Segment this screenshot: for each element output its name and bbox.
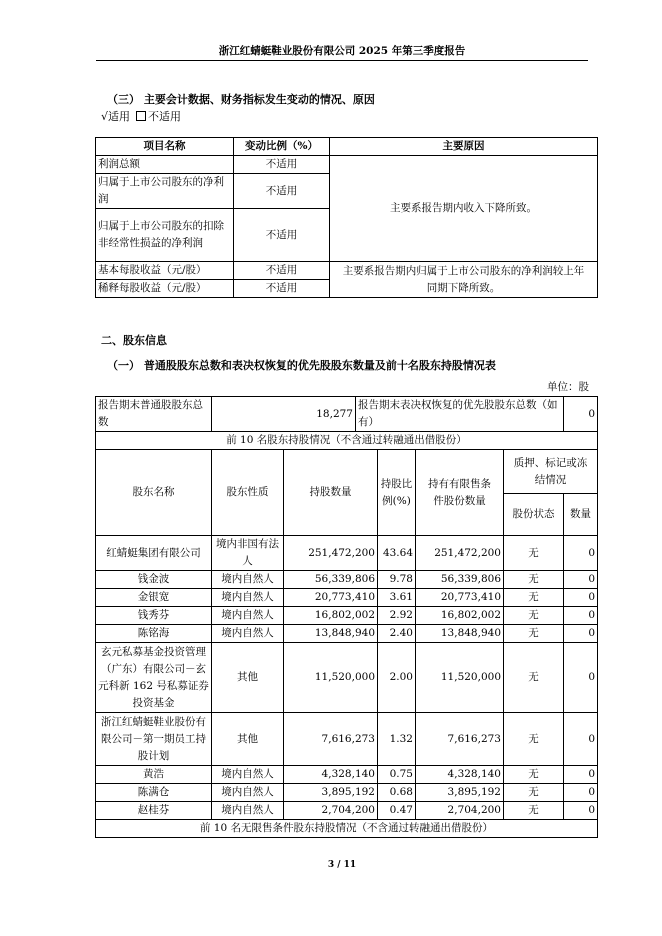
holder-nature: 境内自然人 xyxy=(212,802,284,820)
holder-status: 无 xyxy=(504,607,564,625)
col-item-name: 项目名称 xyxy=(96,138,234,156)
holder-restricted: 16,802,002 xyxy=(416,607,504,625)
item-cell: 稀释每股收益（元/股） xyxy=(96,280,234,298)
ratio-cell: 不适用 xyxy=(234,209,330,262)
table-row xyxy=(96,802,598,820)
holder-shares: 7,616,273 xyxy=(284,713,378,766)
col-pledge-group: 质押、标记或冻结情况 xyxy=(504,450,598,494)
applicability-line xyxy=(101,109,181,125)
holder-restricted: 56,339,806 xyxy=(416,571,504,589)
holder-ratio: 0.47 xyxy=(378,802,416,820)
page-number: 3 / 11 xyxy=(327,860,357,870)
holder-shares: 16,802,002 xyxy=(284,607,378,625)
col-shares: 持股数量 xyxy=(284,450,378,536)
table-row xyxy=(96,589,598,607)
subsection-title-top10: （一） 普通股股东总数和表决权恢复的优先股股东数量及前十名股东持股情况表 xyxy=(107,359,496,372)
holder-shares: 3,895,192 xyxy=(284,784,378,802)
holder-status: 无 xyxy=(504,643,564,713)
holder-nature: 境内自然人 xyxy=(212,766,284,784)
col-holder-nature: 股东性质 xyxy=(212,450,284,536)
table-row xyxy=(96,536,598,571)
unrestricted-caption: 前 10 名无限售条件股东持股情况（不含通过转融通出借股份） xyxy=(96,820,598,838)
holder-name: 钱金波 xyxy=(96,571,212,589)
holder-status: 无 xyxy=(504,536,564,571)
holder-qty: 0 xyxy=(564,802,598,820)
reason-cell: 主要系报告期内收入下降所致。 xyxy=(330,156,598,262)
not-applicable-label: 不适用 xyxy=(148,110,182,123)
holder-restricted: 251,472,200 xyxy=(416,536,504,571)
holder-name: 陈铭海 xyxy=(96,625,212,643)
table-row xyxy=(96,625,598,643)
table-row xyxy=(96,607,598,625)
holder-ratio: 0.75 xyxy=(378,766,416,784)
holder-shares: 20,773,410 xyxy=(284,589,378,607)
holder-qty: 0 xyxy=(564,589,598,607)
col-change-ratio: 变动比例（%） xyxy=(234,138,330,156)
holder-restricted: 4,328,140 xyxy=(416,766,504,784)
holder-qty: 0 xyxy=(564,784,598,802)
holder-shares: 2,704,200 xyxy=(284,802,378,820)
item-cell: 归属于上市公司股东的净利润 xyxy=(96,174,234,209)
holder-status: 无 xyxy=(504,571,564,589)
holder-status: 无 xyxy=(504,784,564,802)
holder-shares: 251,472,200 xyxy=(284,536,378,571)
holder-nature: 境内自然人 xyxy=(212,589,284,607)
holder-status: 无 xyxy=(504,625,564,643)
holder-nature: 境内自然人 xyxy=(212,784,284,802)
checkbox-icon xyxy=(136,111,146,121)
changes-table xyxy=(95,137,598,298)
holder-ratio: 3.61 xyxy=(378,589,416,607)
holder-ratio: 43.64 xyxy=(378,536,416,571)
holder-nature: 其他 xyxy=(212,643,284,713)
holder-name: 浙江红蜻蜓鞋业股份有限公司－第一期员工持股计划 xyxy=(96,713,212,766)
holder-shares: 13,848,940 xyxy=(284,625,378,643)
total-holders-value: 18,277 xyxy=(212,397,356,432)
check-mark-icon: √ xyxy=(101,110,109,123)
section-title-shareholders: 二、股东信息 xyxy=(101,334,167,347)
reason-cell: 主要系报告期内归属于上市公司股东的净利润较上年同期下降所致。 xyxy=(330,262,598,298)
holder-name: 赵桂芬 xyxy=(96,802,212,820)
ratio-cell: 不适用 xyxy=(234,262,330,280)
holder-qty: 0 xyxy=(564,713,598,766)
item-cell: 基本每股收益（元/股） xyxy=(96,262,234,280)
holder-ratio: 2.00 xyxy=(378,643,416,713)
holder-name: 黄浩 xyxy=(96,766,212,784)
table-row xyxy=(96,784,598,802)
holder-restricted: 3,895,192 xyxy=(416,784,504,802)
holder-qty: 0 xyxy=(564,625,598,643)
table-row xyxy=(96,571,598,589)
header-rule xyxy=(96,60,588,61)
holder-ratio: 9.78 xyxy=(378,571,416,589)
col-restricted: 持有有限售条件股份数量 xyxy=(416,450,504,536)
report-header: 浙江红蜻蜓鞋业股份有限公司 2025 年第三季度报告 xyxy=(218,45,466,57)
holder-shares: 11,520,000 xyxy=(284,643,378,713)
pref-holders-value: 0 xyxy=(564,397,598,432)
holder-status: 无 xyxy=(504,802,564,820)
item-cell: 利润总额 xyxy=(96,156,234,174)
unit-label: 单位：股 xyxy=(547,381,589,393)
ratio-cell: 不适用 xyxy=(234,174,330,209)
holder-nature: 境内自然人 xyxy=(212,607,284,625)
section-title-changes: （三） 主要会计数据、财务指标发生变动的情况、原因 xyxy=(107,93,375,106)
holder-ratio: 0.68 xyxy=(378,784,416,802)
col-pledge-qty: 数量 xyxy=(564,494,598,536)
holder-qty: 0 xyxy=(564,536,598,571)
item-cell: 归属于上市公司股东的扣除非经常性损益的净利润 xyxy=(96,209,234,262)
col-main-reason: 主要原因 xyxy=(330,138,598,156)
holder-qty: 0 xyxy=(564,571,598,589)
ratio-cell: 不适用 xyxy=(234,156,330,174)
holder-restricted: 7,616,273 xyxy=(416,713,504,766)
holder-status: 无 xyxy=(504,589,564,607)
holder-shares: 4,328,140 xyxy=(284,766,378,784)
holder-nature: 其他 xyxy=(212,713,284,766)
holder-name: 金银宽 xyxy=(96,589,212,607)
holder-qty: 0 xyxy=(564,766,598,784)
top10-caption: 前 10 名股东持股情况（不含通过转融通出借股份） xyxy=(96,432,598,450)
holder-restricted: 2,704,200 xyxy=(416,802,504,820)
holder-name: 陈满仓 xyxy=(96,784,212,802)
total-holders-label: 报告期末普通股股东总数 xyxy=(96,397,212,432)
holder-ratio: 2.40 xyxy=(378,625,416,643)
ratio-cell: 不适用 xyxy=(234,280,330,298)
holder-status: 无 xyxy=(504,713,564,766)
holder-nature: 境内自然人 xyxy=(212,625,284,643)
holder-nature: 境内非国有法人 xyxy=(212,536,284,571)
holder-qty: 0 xyxy=(564,607,598,625)
holder-restricted: 13,848,940 xyxy=(416,625,504,643)
holder-name: 钱秀芬 xyxy=(96,607,212,625)
col-pledge-status: 股份状态 xyxy=(504,494,564,536)
holder-shares: 56,339,806 xyxy=(284,571,378,589)
col-ratio: 持股比例(%) xyxy=(378,450,416,536)
holder-status: 无 xyxy=(504,766,564,784)
holder-restricted: 20,773,410 xyxy=(416,589,504,607)
holder-name: 玄元私募基金投资管理（广东）有限公司－玄元科新 162 号私募证券投资基金 xyxy=(96,643,212,713)
col-holder-name: 股东名称 xyxy=(96,450,212,536)
holder-name: 红蜻蜓集团有限公司 xyxy=(96,536,212,571)
table-row xyxy=(96,713,598,766)
pref-holders-label: 报告期末表决权恢复的优先股股东总数（如有） xyxy=(356,397,564,432)
holder-ratio: 1.32 xyxy=(378,713,416,766)
table-row xyxy=(96,766,598,784)
table-row xyxy=(96,643,598,713)
applicable-label: 适用 xyxy=(108,110,131,123)
holder-restricted: 11,520,000 xyxy=(416,643,504,713)
holder-ratio: 2.92 xyxy=(378,607,416,625)
holder-nature: 境内自然人 xyxy=(212,571,284,589)
holder-qty: 0 xyxy=(564,643,598,713)
shareholders-table xyxy=(95,396,598,838)
